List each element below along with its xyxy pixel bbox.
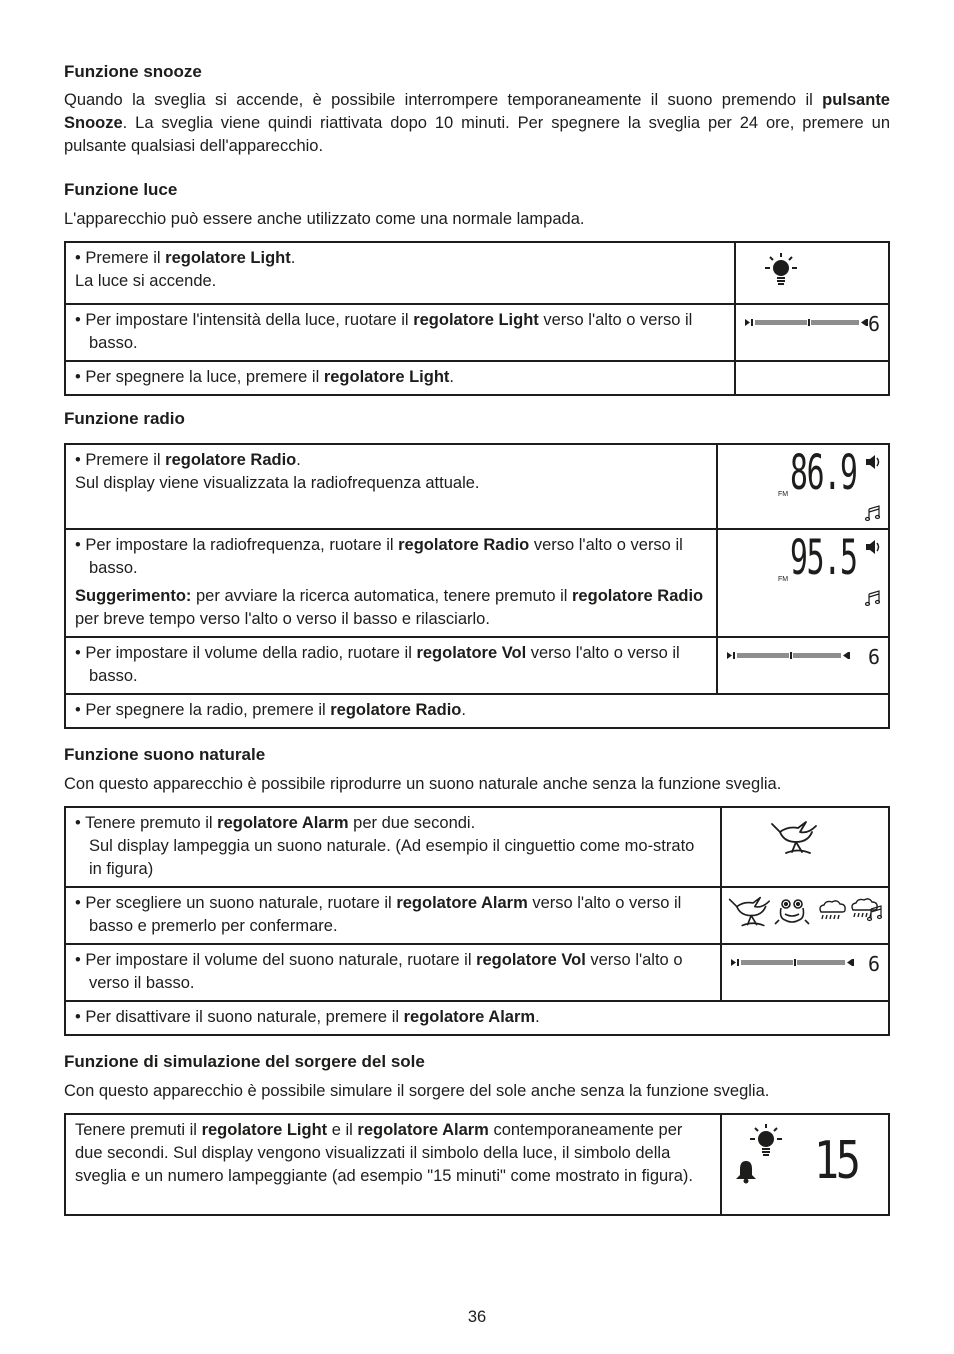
- level-bar-icon: [745, 319, 871, 327]
- radio-tip: [75, 585, 707, 631]
- snooze-section: [64, 61, 890, 158]
- text: Per scegliere un suono naturale, ruotare il: [85, 894, 397, 912]
- sunrise-intro: Con questo apparecchio è possibile simulare il sorgere del sole anche senza la funzione sveglia.: [64, 1082, 770, 1100]
- text: Per impostare la radiofrequenza, ruotare il: [85, 536, 399, 554]
- list-item: • Premere il regolatore Light.: [75, 249, 296, 267]
- list-item: • Per impostare il volume della radio, ruotare il regolatore Vol verso l'alto o verso il basso.: [75, 644, 680, 685]
- bold-text: regolatore Light: [201, 1121, 328, 1139]
- radio-row-1-text: [65, 444, 717, 529]
- level-bar-icon: [731, 959, 857, 967]
- speaker-icon: [866, 540, 882, 555]
- radio-section: [64, 408, 890, 729]
- nature-row-1-line2: Sul display lampeggia un suono naturale. (Ad esempio il cinguettio come mo-strato in figura): [89, 837, 695, 878]
- text: .: [449, 368, 455, 386]
- text: e il: [327, 1121, 358, 1139]
- radio-row-3-text: [65, 637, 717, 694]
- speaker-icon: [866, 455, 882, 470]
- light-row-2: [65, 304, 889, 361]
- fm-band-label: FM: [778, 491, 789, 498]
- radio-row-1-icon-cell: [717, 444, 889, 529]
- text: .: [290, 249, 296, 267]
- text: Per impostare il volume del suono naturale, ruotare il: [85, 951, 477, 969]
- list-item: • Tenere premuto il regolatore Alarm per due secondi.: [75, 814, 476, 832]
- bold-text: regolatore Light: [165, 249, 291, 267]
- text: Tenere premuti il: [75, 1121, 202, 1139]
- list-item: • Per scegliere un suono naturale, ruotare il regolatore Alarm verso l'alto o verso il basso e premerlo per confermare.: [75, 894, 682, 935]
- nature-row-3-text: [65, 944, 721, 1001]
- list-item: • Per spegnere la radio, premere il regolatore Radio.: [75, 701, 466, 719]
- sunrise-heading: Funzione di simulazione del sorgere del sole: [64, 1052, 425, 1071]
- list-item: • Per impostare la radiofrequenza, ruotare il regolatore Radio verso l'alto o verso il basso.: [75, 536, 683, 577]
- sunrise-section: [64, 1051, 890, 1216]
- snooze-heading: Funzione snooze: [64, 62, 202, 81]
- text: verso l'alto o verso il basso.: [89, 644, 680, 685]
- text: per due secondi.: [348, 814, 476, 832]
- light-table: [64, 241, 890, 396]
- text: Per disattivare il suono naturale, premere il: [85, 1008, 404, 1026]
- bold-text: regolatore Light: [323, 368, 450, 386]
- radio-heading: Funzione radio: [64, 409, 185, 428]
- nature-row-2-text: [65, 887, 721, 944]
- radio-row-1: [65, 444, 889, 529]
- text: Tenere premuto il: [85, 814, 218, 832]
- radio-row-4: [65, 694, 889, 728]
- sunrise-row-1-text: [65, 1114, 721, 1215]
- nature-row-2-icon-cell: [721, 887, 889, 944]
- storm-icon: [848, 896, 886, 924]
- level-digit: 6: [867, 952, 880, 976]
- nature-row-3-icon-cell: [721, 944, 889, 1001]
- text: .: [461, 701, 466, 719]
- music-note-icon: [864, 590, 881, 606]
- bold-text: regolatore Radio: [398, 536, 530, 554]
- level-digit: 6: [867, 645, 880, 669]
- text: verso l'alto o verso il basso.: [89, 536, 683, 577]
- radio-frequency-display: 86.9: [790, 445, 857, 501]
- list-item: • Per disattivare il suono naturale, premere il regolatore Alarm.: [75, 1008, 540, 1026]
- nature-row-1-icon-cell: [721, 807, 889, 887]
- nature-row-1-text: [65, 807, 721, 887]
- snooze-text-2: . La sveglia viene quindi riattivata dopo 10 minuti. Per spegnere la sveglia per 24 ore, premere un pulsante qualsiasi dell'apparecchio.: [64, 114, 890, 155]
- radio-frequency-display: 95.5: [790, 530, 857, 586]
- radio-table: [64, 443, 890, 729]
- light-heading: Funzione luce: [64, 180, 178, 199]
- text: Per impostare il volume della radio, ruotare il: [85, 644, 417, 662]
- bird-icon: [768, 816, 840, 860]
- nature-table: [64, 806, 890, 1036]
- bold-text: regolatore Vol: [476, 951, 586, 969]
- bold-text: regolatore Radio: [165, 451, 297, 469]
- bold-text: regolatore Vol: [416, 644, 527, 662]
- bold-text: regolatore Alarm: [396, 894, 528, 912]
- light-row-1-icon-cell: [735, 242, 889, 304]
- text: verso l'alto o verso il basso e premerlo per confermare.: [89, 894, 682, 935]
- nature-heading: Funzione suono naturale: [64, 745, 266, 764]
- radio-row-2-icon-cell: [717, 529, 889, 637]
- bold-text: regolatore Alarm: [357, 1121, 489, 1139]
- snooze-paragraph: [64, 89, 890, 158]
- bold-text: regolatore Radio: [330, 701, 462, 719]
- nature-section: [64, 744, 890, 1036]
- light-row-3-icon-cell: [735, 361, 889, 395]
- text: .: [296, 451, 301, 469]
- frog-icon: [774, 896, 810, 928]
- rain-icon: [817, 898, 847, 922]
- radio-row-2: [65, 529, 889, 637]
- bird-icon: [726, 894, 774, 932]
- nature-row-4-text: [65, 1001, 889, 1035]
- bold-text: regolatore Alarm: [217, 814, 349, 832]
- text: Premere il: [85, 451, 166, 469]
- text: Premere il: [85, 249, 166, 267]
- nature-row-4: [65, 1001, 889, 1035]
- sunrise-table: [64, 1113, 890, 1216]
- snooze-bold: pulsante Snooze: [64, 91, 890, 132]
- text: Per spegnere la luce, premere il: [85, 368, 324, 386]
- text: per avviare la ricerca automatica, tenere premuto il: [191, 587, 573, 605]
- text: Per impostare l'intensità della luce, ruotare il: [85, 311, 414, 329]
- light-bulb-icon: [736, 243, 888, 296]
- light-row-1: [65, 242, 889, 304]
- music-note-icon: [864, 505, 881, 521]
- light-intro: L'apparecchio può essere anche utilizzato come una normale lampada.: [64, 210, 585, 228]
- text: per breve tempo verso l'alto o verso il basso e rilasciarlo.: [75, 610, 490, 628]
- text: .: [535, 1008, 540, 1026]
- nature-row-1: [65, 807, 889, 887]
- minutes-display: 15: [814, 1131, 858, 1191]
- radio-row-3: [65, 637, 889, 694]
- radio-row-1-line2: Sul display viene visualizzata la radiofrequenza attuale.: [75, 474, 480, 492]
- light-row-2-icon-cell: [735, 304, 889, 361]
- light-bulb-icon: [746, 1121, 786, 1161]
- light-row-3: [65, 361, 889, 395]
- alarm-bell-icon: [734, 1159, 762, 1187]
- sunrise-paragraph: [75, 1119, 711, 1188]
- list-item: • Per impostare l'intensità della luce, ruotare il regolatore Light verso l'alto o verso il basso.: [75, 311, 693, 352]
- radio-row-3-icon-cell: [717, 637, 889, 694]
- light-row-3-text: [65, 361, 735, 395]
- list-item: • Per spegnere la luce, premere il regolatore Light.: [75, 368, 455, 386]
- text: verso l'alto o verso il basso.: [89, 311, 693, 352]
- bold-text: regolatore Radio: [572, 587, 704, 605]
- list-item: • Premere il regolatore Radio.: [75, 451, 301, 469]
- tip-label: Suggerimento:: [75, 587, 192, 605]
- nature-row-2: [65, 887, 889, 944]
- level-bar-icon: [727, 652, 853, 660]
- fm-band-label: FM: [778, 576, 789, 583]
- nature-intro: Con questo apparecchio è possibile riprodurre un suono naturale anche senza la funzione sveglia.: [64, 775, 782, 793]
- light-row-1-line2: La luce si accende.: [75, 272, 217, 290]
- level-digit: 6: [867, 312, 880, 336]
- light-row-1-text: [65, 242, 735, 304]
- light-section: [64, 179, 890, 396]
- radio-row-4-text: [65, 694, 889, 728]
- bold-text: regolatore Alarm: [403, 1008, 536, 1026]
- sunrise-row-1: [65, 1114, 889, 1215]
- page-number: 36: [467, 1308, 487, 1326]
- snooze-text: Quando la sveglia si accende, è possibile interrompere temporaneamente il suono premendo il: [64, 91, 823, 109]
- list-item: • Per impostare il volume del suono naturale, ruotare il regolatore Vol verso l'alto o verso il basso.: [75, 951, 683, 992]
- text: verso l'alto o verso il basso.: [89, 951, 683, 992]
- bold-text: regolatore Light: [413, 311, 539, 329]
- text: contemporaneamente per due secondi. Sul display vengono visualizzati il simbolo della luce, il simbolo della sveglia e un numero lampeggiante (ad esempio "15 minuti" come mostrato in figura).: [75, 1121, 693, 1185]
- radio-row-2-text: [65, 529, 717, 637]
- text: Per spegnere la radio, premere il: [85, 701, 331, 719]
- light-row-2-text: [65, 304, 735, 361]
- sunrise-row-1-icon-cell: [721, 1114, 889, 1215]
- nature-row-3: [65, 944, 889, 1001]
